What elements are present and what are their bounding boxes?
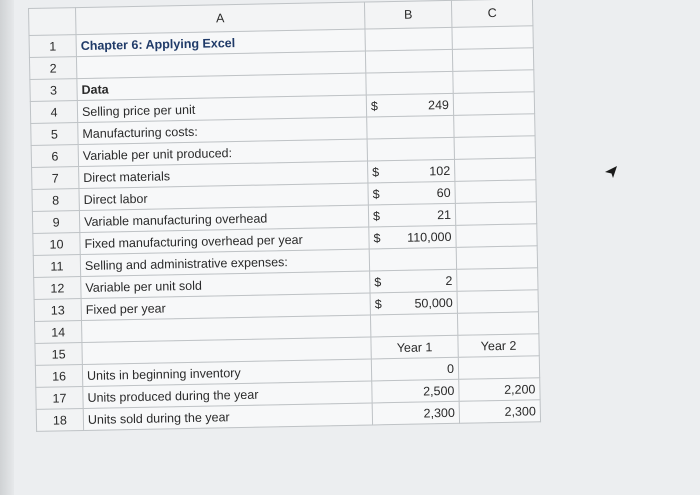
cell-c15[interactable]: Year 2 [458,334,539,358]
row-number[interactable]: 7 [32,167,79,190]
cell-c14[interactable] [457,312,538,336]
currency-symbol: $ [374,274,382,289]
row-number[interactable]: 6 [31,145,78,168]
row-number[interactable]: 2 [29,57,76,80]
row-number[interactable]: 12 [34,277,81,300]
cell-a11[interactable]: Selling and administrative expenses: [80,249,369,277]
cell-b18[interactable]: 2,300 [372,401,459,425]
cell-a4[interactable]: Selling price per unit [77,95,366,123]
cell-value: 50,000 [414,295,453,311]
cell-c2[interactable] [452,48,533,72]
row-number[interactable]: 11 [33,255,80,278]
cell-b8[interactable] [368,181,455,205]
cell-a12[interactable]: Variable per unit sold [81,271,370,299]
cell-value: 102 [429,163,451,178]
cell-b10[interactable] [369,225,456,249]
row-number[interactable]: 17 [36,387,83,410]
currency-symbol: $ [373,230,381,245]
cell-a18[interactable]: Units sold during the year [83,403,372,431]
cell-a10[interactable]: Fixed manufacturing overhead per year [80,227,369,255]
cell-a13[interactable]: Fixed per year [81,293,370,321]
cell-b14[interactable] [370,313,457,337]
column-header-c[interactable]: C [451,0,533,27]
cell-a5[interactable]: Manufacturing costs: [78,117,367,145]
cell-b17[interactable]: 2,500 [372,379,459,403]
cell-c1[interactable] [452,26,533,50]
cell-c8[interactable] [455,180,536,204]
row-number[interactable]: 5 [31,123,78,146]
currency-symbol: $ [372,208,381,223]
cell-c3[interactable] [453,70,534,94]
cell-c18[interactable]: 2,300 [459,400,540,424]
cell-b11[interactable] [369,247,456,271]
cell-c5[interactable] [454,114,535,138]
cell-c12[interactable] [457,268,538,292]
cell-a6[interactable]: Variable per unit produced: [78,139,367,167]
column-header-b[interactable]: B [364,0,452,29]
cell-b9[interactable] [368,203,455,227]
cell-a7[interactable]: Direct materials [79,161,368,189]
row-number[interactable]: 3 [30,79,77,102]
currency-symbol: $ [372,186,380,201]
row-number[interactable]: 13 [34,299,81,322]
cell-c4[interactable] [453,92,534,116]
cell-c9[interactable] [455,202,536,226]
cell-b12[interactable] [370,269,457,293]
cell-a8[interactable]: Direct labor [79,183,368,211]
cell-value: 21 [437,207,452,222]
row-number[interactable]: 16 [35,365,82,388]
cell-b7[interactable] [367,159,454,183]
cell-b3[interactable] [366,71,453,95]
cell-b4[interactable] [366,93,453,117]
row-number[interactable]: 4 [30,101,77,124]
currency-symbol: $ [372,164,380,179]
cell-a17[interactable]: Units produced during the year [83,381,372,409]
row-number[interactable]: 14 [35,321,82,344]
row-number[interactable]: 18 [36,409,83,432]
cell-b6[interactable] [367,137,454,161]
mouse-cursor-icon [604,165,618,179]
row-number[interactable]: 8 [32,189,79,212]
cell-c11[interactable] [456,246,537,270]
cell-a1[interactable]: Chapter 6: Applying Excel [76,29,365,57]
spreadsheet-grid [28,0,541,432]
cell-c17[interactable]: 2,200 [459,378,540,402]
cell-c7[interactable] [454,158,535,182]
cell-b2[interactable] [365,49,452,73]
spreadsheet [28,0,557,488]
corner-cell[interactable] [29,8,77,36]
photo-left-edge [0,0,14,495]
cell-b16[interactable]: 0 [371,357,458,381]
cell-c10[interactable] [456,224,537,248]
cell-c16[interactable] [458,356,539,380]
column-header-a[interactable]: A [76,2,365,35]
row-number[interactable]: 15 [35,343,82,366]
cell-b13[interactable] [370,291,457,315]
currency-symbol: $ [370,98,379,113]
cell-value: 2 [445,273,453,288]
cell-b15[interactable]: Year 1 [371,335,458,359]
row-number[interactable]: 9 [32,211,79,234]
cell-value: 249 [427,97,450,112]
cell-value: 110,000 [407,229,452,245]
cell-b1[interactable] [365,27,452,51]
cell-a3[interactable]: Data [77,73,366,101]
row-number[interactable]: 10 [33,233,80,256]
row-number[interactable]: 1 [29,35,76,58]
cell-value: 60 [436,185,451,200]
cell-a16[interactable]: Units in beginning inventory [82,359,371,387]
cell-b5[interactable] [367,115,454,139]
currency-symbol: $ [374,296,382,311]
cell-a9[interactable]: Variable manufacturing overhead [79,205,368,233]
cell-c13[interactable] [457,290,538,314]
cell-c6[interactable] [454,136,535,160]
